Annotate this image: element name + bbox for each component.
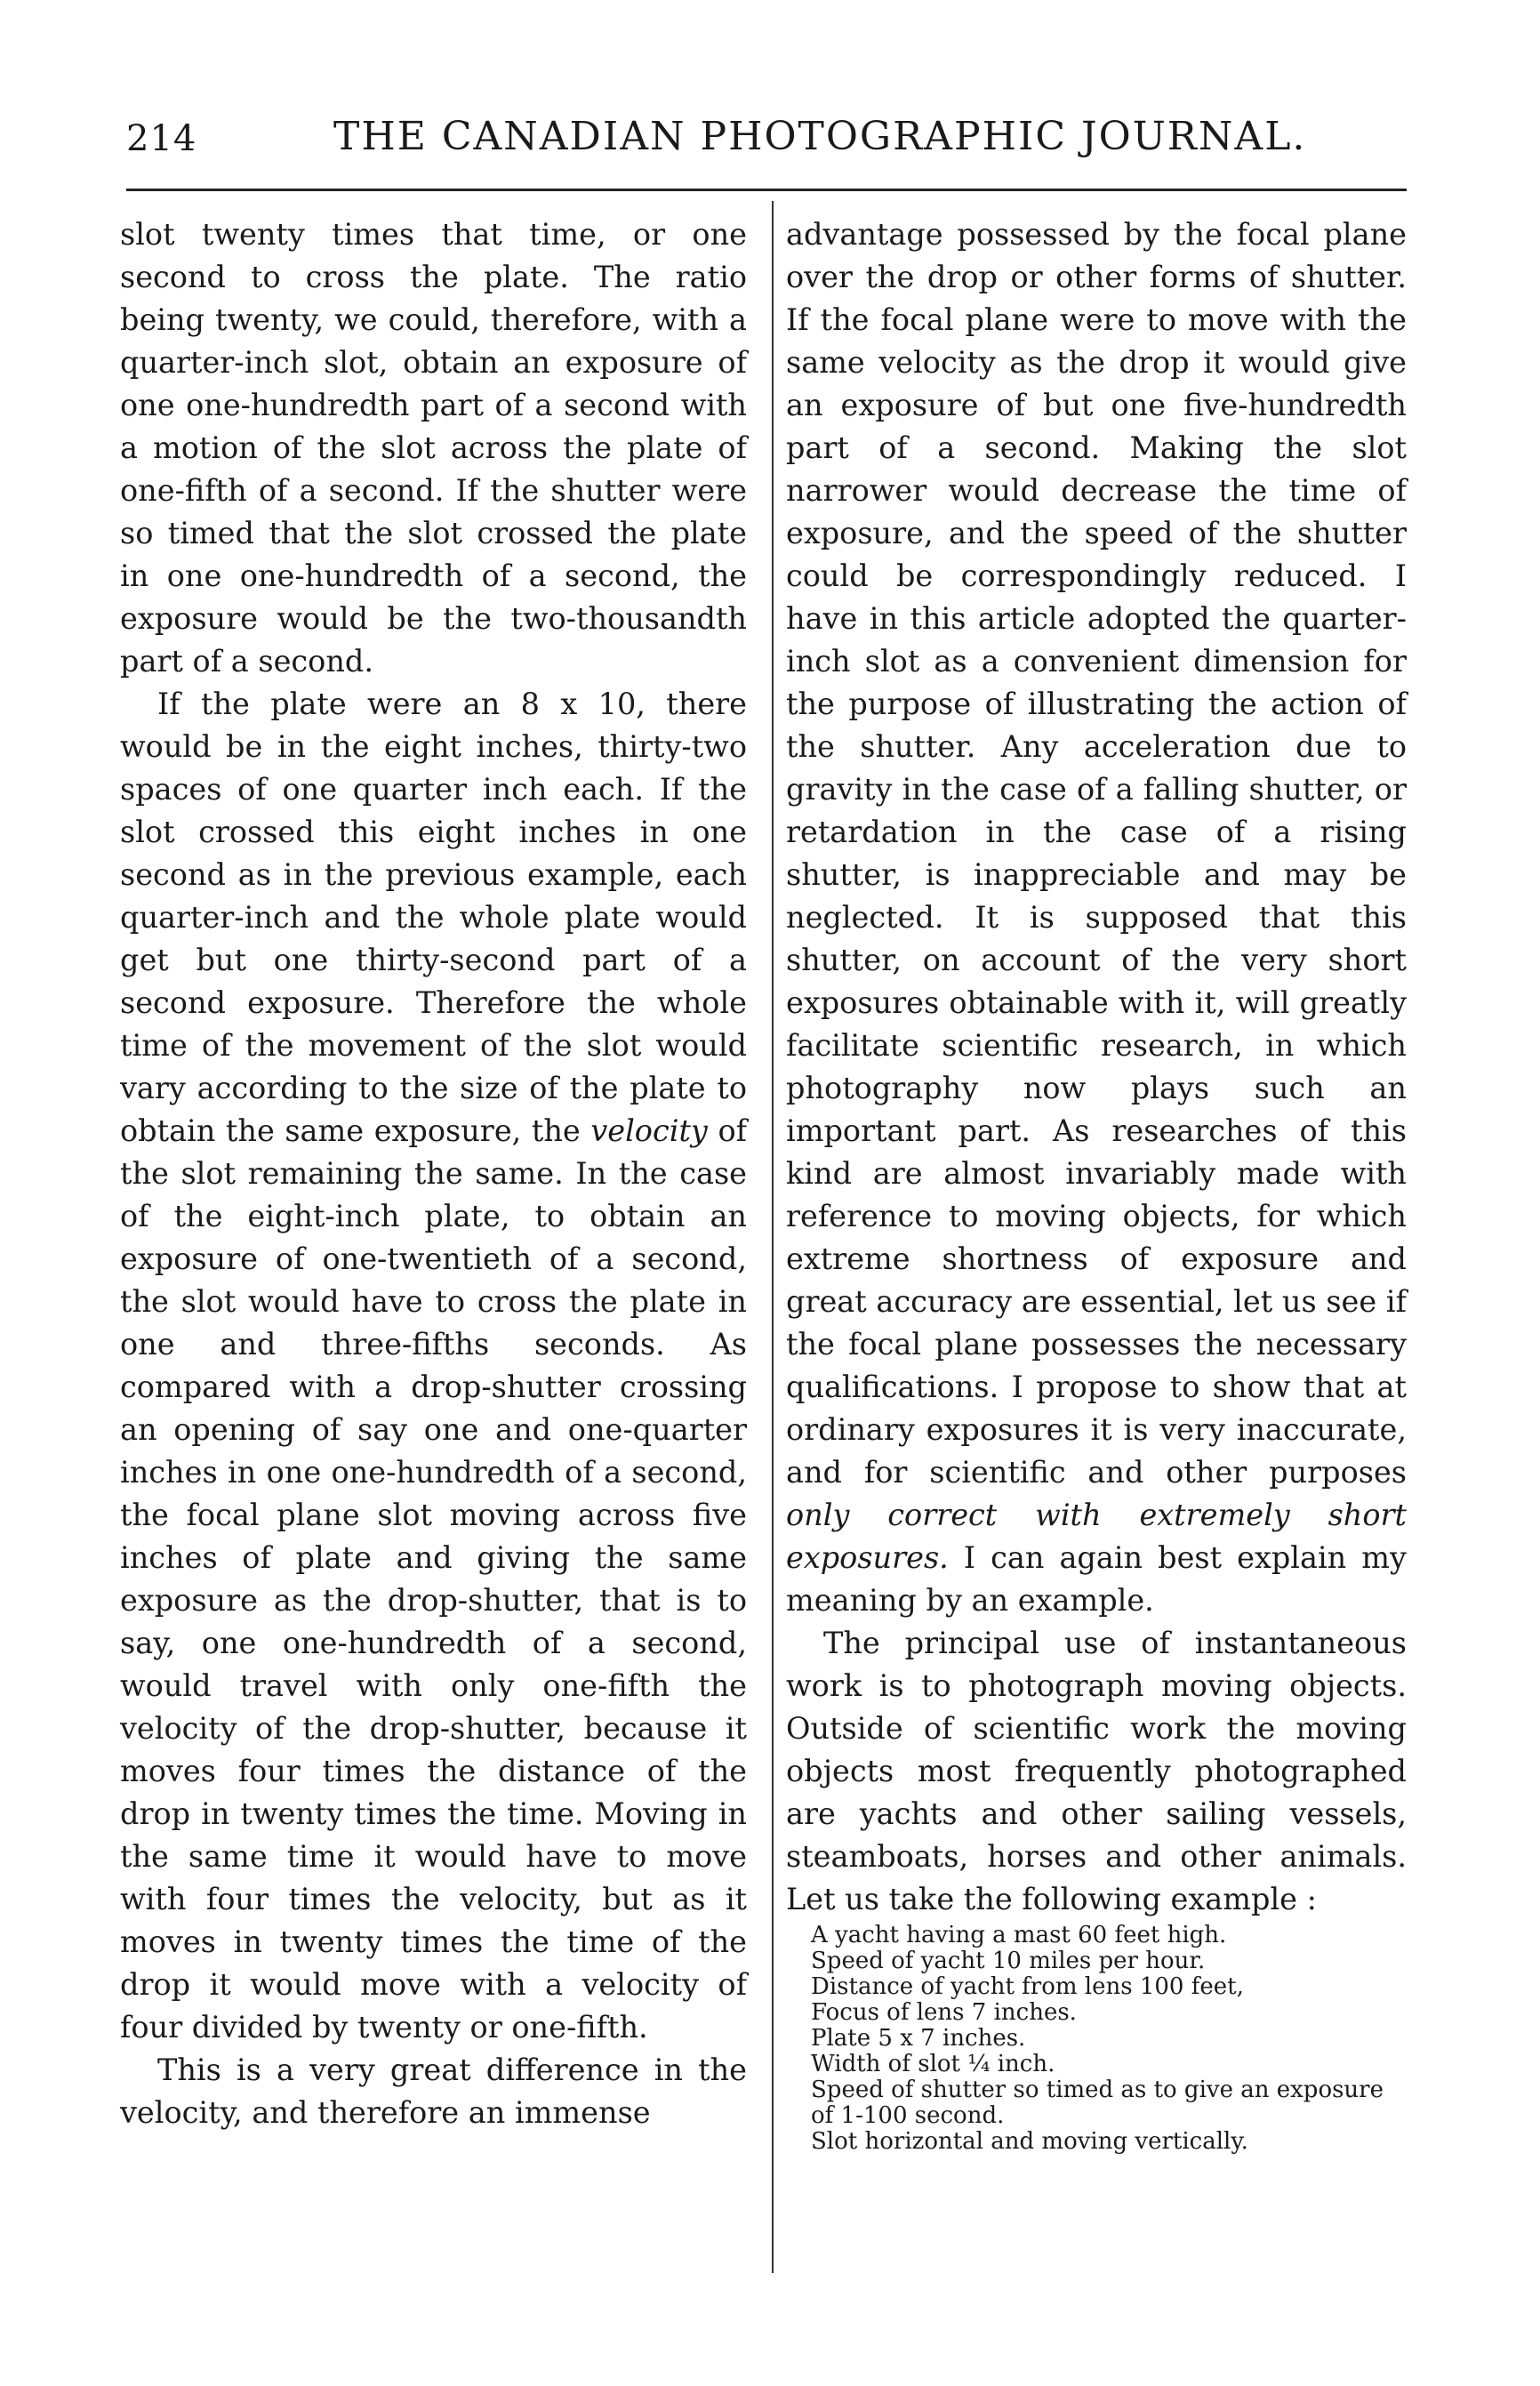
left-paragraph-2 [120, 683, 747, 2049]
left-paragraph-3: This is a very great difference in the velocity, and therefore an immense [120, 2053, 747, 2130]
left-column [120, 213, 747, 2134]
example-item: Width of slot ¼ inch. [811, 2051, 1055, 2077]
column-divider [772, 201, 774, 2273]
example-item: Slot horizontal and moving vertically. [811, 2128, 1248, 2155]
right-column [786, 213, 1407, 2155]
right-paragraph-1-text-b: I can again best explain my meaning by an example. [786, 1540, 1407, 1618]
example-list [811, 1923, 1407, 2155]
page-number: 214 [126, 118, 197, 159]
example-item: Plate 5 x 7 inches. [811, 2025, 1026, 2052]
running-head: THE CANADIAN PHOTOGRAPHIC JOURNAL. [333, 114, 1307, 159]
right-paragraph-2: The principal use of instantaneous work is to photograph moving objects. Outside of scientific work the moving objects most frequently photographed are yachts and other sailing vessels, steamboats, horses and other animals. Let us take the following example : [786, 1626, 1407, 1916]
header-rule [126, 189, 1407, 191]
example-item: Distance of yacht from lens 100 feet, [811, 1973, 1244, 2000]
left-paragraph-2-text-a: If the plate were an 8 x 10, there would be in the eight inches, thirty-two spaces of one quarter inch each. If the slot crossed this eight inches in one second as in the previous example, each quarter-inch and the whole plate would get but one thirty-second part of a second exposure. Therefore the whole time of the movement of the slot would vary according to the size of the plate to obtain the same exposure, the [120, 687, 747, 1148]
left-paragraph-2-text-b: of the slot remaining the same. In the case of the eight-inch plate, to obtain an exposure of one-twentieth of a second, the slot would have to cross the plate in one and three-fifths seconds. As compared with a drop-shutter crossing an opening of say one and one-quarter inches in one one-hundredth of a second, the focal plane slot moving across five inches of plate and giving the same exposure as the drop-shutter, that is to say, one one-hundredth of a second, would travel with only one-fifth the velocity of the drop-shutter, because it moves four times the distance of the drop in twenty times the time. Moving in the same time it would have to move with four times the velocity, but as it moves in twenty times the time of the drop it would move with a velocity of four divided by twenty or one-fifth. [120, 1113, 748, 2045]
example-item: A yacht having a mast 60 feet high. [811, 1922, 1227, 1948]
left-paragraph-1: slot twenty times that time, or one second to cross the plate. The ratio being twenty, we could, therefore, with a quarter-inch slot, obtain an exposure of one one-hundredth part of a second with a motion of the slot across the plate of one-fifth of a second. If the shutter were so timed that the slot crossed the plate in one one-hundredth of a second, the exposure would be the two-thousandth part of a second. [120, 217, 747, 679]
example-item: Speed of yacht 10 miles per hour. [811, 1948, 1206, 1974]
short-exposures-emphasis: only correct with extremely short exposures. [786, 1498, 1407, 1575]
example-item: Focus of lens 7 inches. [811, 1999, 1077, 2026]
right-paragraph-1-text-a: advantage possessed by the focal plane over the drop or other forms of shutter. If the focal plane were to move with the same velocity as the drop it would give an exposure of but one five-hundredth part of a second. Making the slot narrower would decrease the time of exposure, and the speed of the shutter could be correspondingly reduced. I have in this article adopted the quarter-inch slot as a convenient dimension for the purpose of illustrating the action of the shutter. Any acceleration due to gravity in the case of a falling shutter, or retardation in the case of a rising shutter, is inappreciable and may be neglected. It is supposed that this shutter, on account of the very short exposures obtainable with it, will greatly facilitate scientific research, in which photography now plays such an important part. As researches of this kind are almost invariably made with reference to moving objects, for which extreme shortness of exposure and great accuracy are essential, let us see if the focal plane possesses the necessary qualifications. I propose to show that at ordinary exposures it is very inaccurate, and for scientific and other purposes [786, 217, 1407, 1490]
velocity-emphasis: velocity [590, 1113, 708, 1148]
right-paragraph-1 [786, 213, 1407, 1622]
example-item: Speed of shutter so timed as to give an exposure of 1-100 second. [811, 2077, 1384, 2129]
